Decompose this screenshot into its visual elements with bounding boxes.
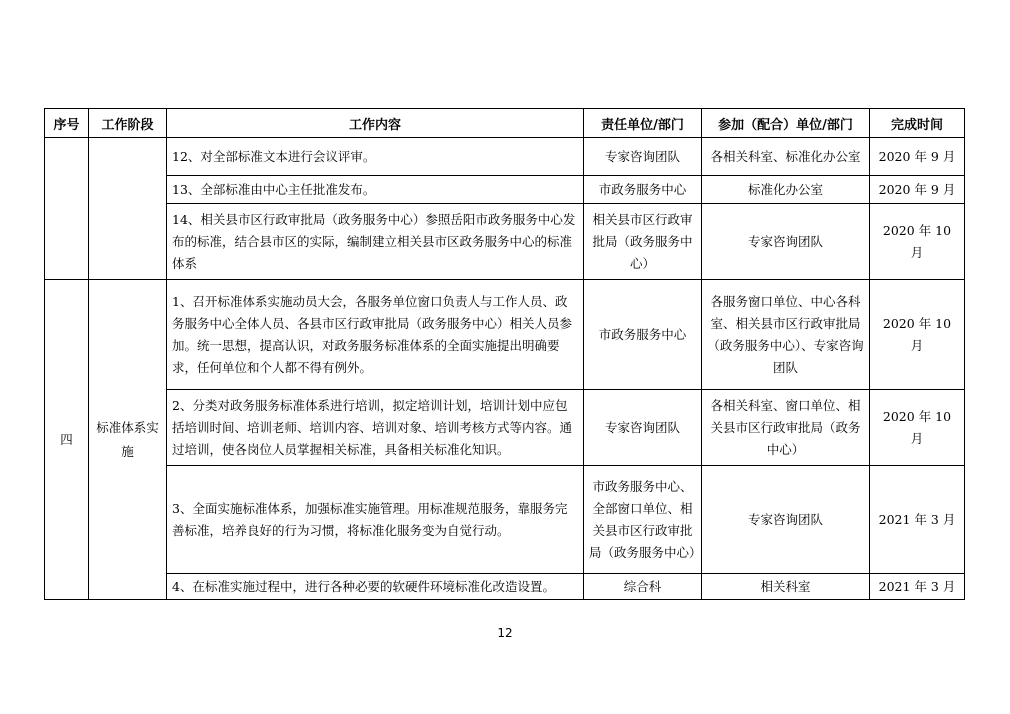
table-row [45, 390, 965, 466]
header-stage: 工作阶段 [89, 109, 167, 138]
deadline-cell: 2020 年 9 月 [870, 176, 965, 204]
responsible-cell: 市政务服务中心 [584, 280, 702, 390]
header-seq: 序号 [45, 109, 89, 138]
table-row [45, 280, 965, 390]
responsible-cell: 综合科 [584, 574, 702, 600]
content-cell: 13、全部标准由中心主任批准发布。 [167, 176, 584, 204]
responsible-cell: 专家咨询团队 [584, 138, 702, 176]
header-row [45, 109, 965, 138]
content-cell: 14、相关县市区行政审批局（政务服务中心）参照岳阳市政务服务中心发布的标准，结合县市区的实际，编制建立相关县市区政务服务中心的标准体系 [167, 204, 584, 280]
participating-cell: 各服务窗口单位、中心各科室、相关县市区行政审批局（政务服务中心）、专家咨询团队 [702, 280, 870, 390]
table-row [45, 574, 965, 600]
table-row [45, 466, 965, 574]
header-content: 工作内容 [167, 109, 584, 138]
participating-cell: 相关科室 [702, 574, 870, 600]
content-cell: 12、对全部标准文本进行会议评审。 [167, 138, 584, 176]
deadline-cell: 2020 年 10 月 [870, 204, 965, 280]
deadline-cell: 2021 年 3 月 [870, 574, 965, 600]
content-cell: 3、全面实施标准体系，加强标准实施管理。用标准规范服务，靠服务完善标准，培养良好的行为习惯，将标准化服务变为自觉行动。 [167, 466, 584, 574]
deadline-cell: 2020 年 10 月 [870, 390, 965, 466]
seq-cell-empty [45, 138, 89, 280]
participating-cell: 标准化办公室 [702, 176, 870, 204]
stage-cell: 标准体系实施 [89, 280, 167, 600]
header-deadline: 完成时间 [870, 109, 965, 138]
content-cell: 1、召开标准体系实施动员大会，各服务单位窗口负责人与工作人员、政务服务中心全体人员、各县市区行政审批局（政务服务中心）相关人员参加。统一思想，提高认识，对政务服务标准体系的全面实施提出明确要求，任何单位和个人都不得有例外。 [167, 280, 584, 390]
content-cell: 2、分类对政务服务标准体系进行培训，拟定培训计划，培训计划中应包括培训时间、培训老师、培训内容、培训对象、培训考核方式等内容。通过培训，使各岗位人员掌握相关标准，具备相关标准化知识。 [167, 390, 584, 466]
table-row [45, 138, 965, 176]
responsible-cell: 市政务服务中心 [584, 176, 702, 204]
participating-cell: 专家咨询团队 [702, 204, 870, 280]
stage-cell-empty [89, 138, 167, 280]
seq-cell: 四 [45, 280, 89, 600]
responsible-cell: 市政务服务中心、全部窗口单位、相关县市区行政审批局（政务服务中心） [584, 466, 702, 574]
header-participating: 参加（配合）单位/部门 [702, 109, 870, 138]
deadline-cell: 2020 年 10 月 [870, 280, 965, 390]
responsible-cell: 专家咨询团队 [584, 390, 702, 466]
responsible-cell: 相关县市区行政审批局（政务服务中心） [584, 204, 702, 280]
deadline-cell: 2021 年 3 月 [870, 466, 965, 574]
header-responsible: 责任单位/部门 [584, 109, 702, 138]
participating-cell: 各相关科室、窗口单位、相关县市区行政审批局（政务中心） [702, 390, 870, 466]
deadline-cell: 2020 年 9 月 [870, 138, 965, 176]
participating-cell: 各相关科室、标准化办公室 [702, 138, 870, 176]
work-plan-table [44, 108, 965, 600]
table-row [45, 204, 965, 280]
participating-cell: 专家咨询团队 [702, 466, 870, 574]
table-row [45, 176, 965, 204]
page-number: 12 [497, 626, 513, 640]
content-cell: 4、在标准实施过程中，进行各种必要的软硬件环境标准化改造设置。 [167, 574, 584, 600]
